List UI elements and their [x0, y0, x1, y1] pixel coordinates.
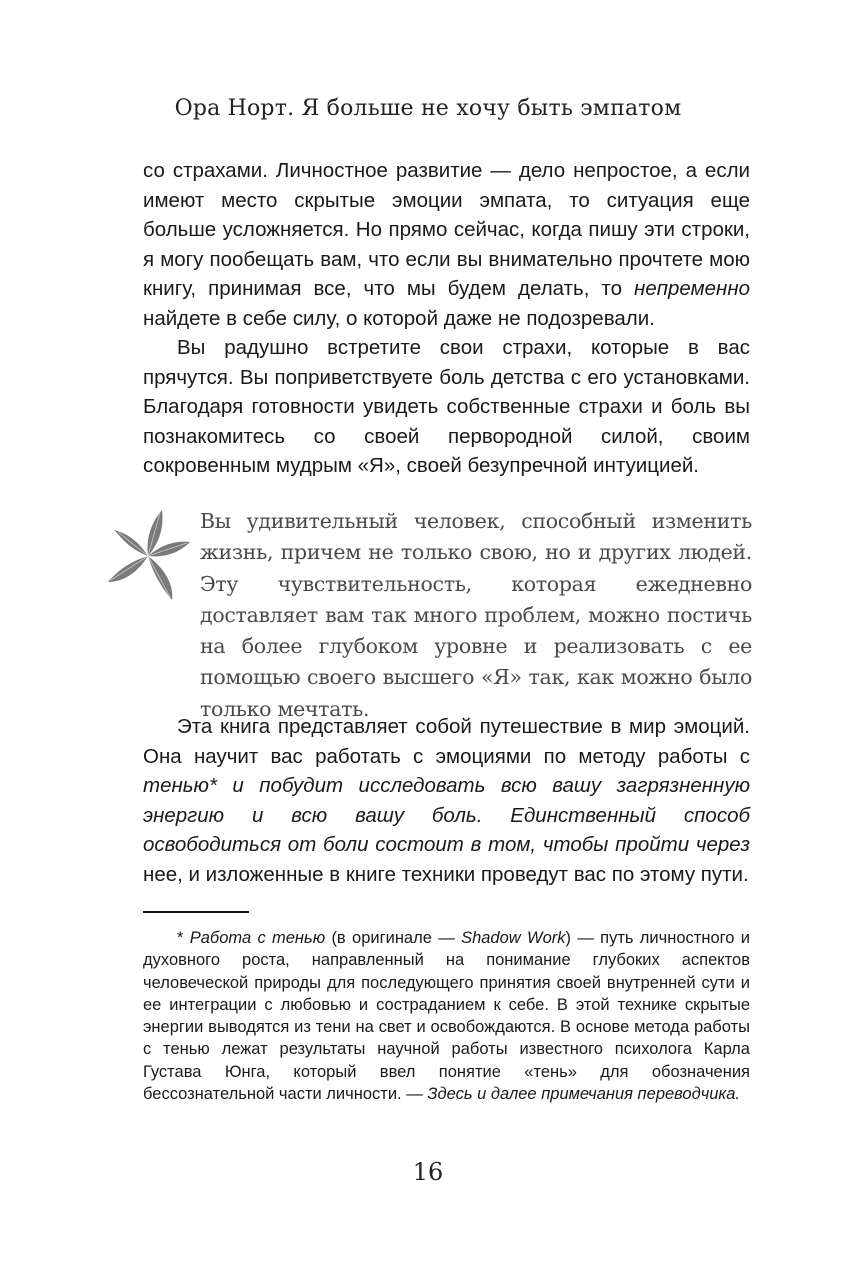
page-number: 16: [412, 1158, 444, 1186]
body-text-top: [143, 156, 750, 481]
footnote: * Работа с тенью (в оригинале — Shadow Work) — путь личностного и духовного роста, направленный на понимание глубоких аспектов человеческой природы для последующего принятия своей внутренней сути и ее интеграции с любовью и состраданием к себе. В этой технике скрытые энергии выводятся из тени на свет и освобождаются. В основе метода работы с тенью лежат результаты научной работы известного психолога Карла Густава Юнга, который ввел понятие «тень» для обозначения бессознательной части личности. — Здесь и далее примечания переводчика.: [143, 929, 750, 1104]
leaf-ornament-icon: [100, 504, 196, 608]
paragraph-2: Вы радушно встретите свои страхи, которые в вас прячутся. Вы поприветствуете боль детства с его установками. Благодаря готовности увидеть собственные страхи и боль вы познакомитесь со своей первородной силой, своим сокровенным мудрым «Я», своей безупречной интуицией.: [143, 336, 750, 477]
emphasis: непременно: [634, 277, 750, 300]
running-header: Ора Норт. Я больше не хочу быть эмпатом: [174, 96, 682, 121]
body-text-bottom: [143, 712, 750, 889]
paragraph-3: Эта книга представляет собой путешествие в мир эмоций. Она научит вас работать с эмоциями по методу работы с тенью* и побудит исследовать всю вашу загрязненную энергию и всю вашу боль. Единственный способ освободиться от боли состоит в том, чтобы пройти через нее, и изложенные в книге техники проведут вас по этому пути.: [143, 715, 750, 886]
emphasis: тенью* и побудит исследовать всю вашу загрязненную энергию и всю вашу боль. Единственный способ освободиться от боли состоит в том, чтобы пройти через: [143, 774, 750, 856]
paragraph-1: со страхами. Личностное развитие — дело непростое, а если имеют место скрытые эмоции эмпата, то ситуация еще больше усложняется. Но прямо сейчас, когда пишу эти строки, я могу пообещать вам, что если вы внимательно прочтете мою книгу, принимая все, что мы будем делать, то непременно найдете в себе силу, о которой даже не подозревали.: [143, 159, 750, 330]
pull-quote: Вы удивительный человек, способный изменить жизнь, причем не только свою, но и других людей. Эту чувствительность, которая ежедневно доставляет вам так много проблем, можно постичь на более глубоком уровне и реализовать с ее помощью своего высшего «Я» так, как можно было только мечтать.: [200, 509, 752, 721]
footnote-divider: [143, 911, 249, 913]
